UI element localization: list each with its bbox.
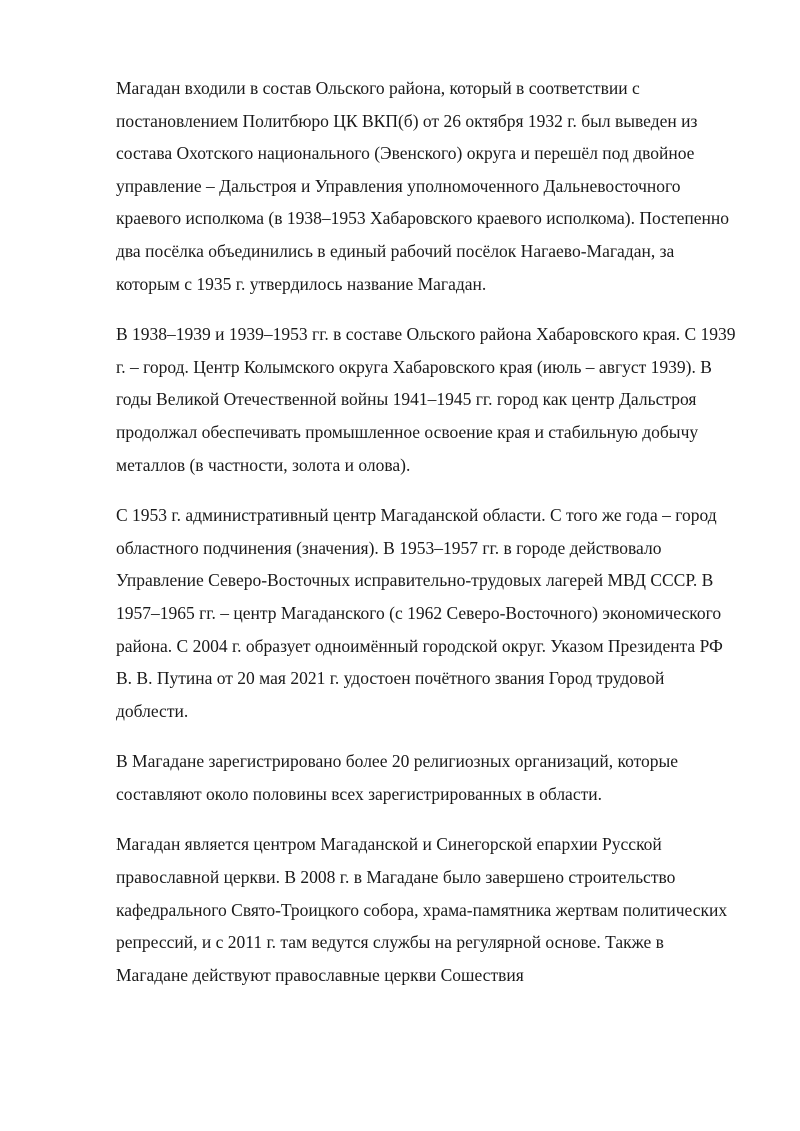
paragraph-ola-district: Магадан входили в состав Ольского района, который в соответствии с постановлением Политбюро ЦК ВКП(б) от 26 октября 1932 г. был выведен из состава Охотского национального (Эвенского) округа и перешёл под двойное управление – Дальстроя и Управления уполномоченного Дальневосточного краевого исполкома (в 1938–1953 Хабаровского краевого исполкома). Постепенно два посёлка объединились в единый рабочий посёлок Нагаево-Магадан, за которым с 1935 г. утвердилось название Магадан. xyxy=(116,78,729,294)
paragraph-1953-onward: С 1953 г. административный центр Магаданской области. С того же года – город областного подчинения (значения). В 1953–1957 гг. в городе действовало Управление Северо-Восточных исправительно-трудовых лагерей МВД СССР. В 1957–1965 гг. – центр Магаданского (с 1962 Северо-Восточного) экономического района. С 2004 г. образует одноимённый городской округ. Указом Президента РФ В. В. Путина от 20 мая 2021 г. удостоен почётного звания Город трудовой доблести. xyxy=(116,505,723,721)
paragraph-eparchy: Магадан является центром Магаданской и Синегорской епархии Русской православной церкви. В 2008 г. в Магадане было завершено строительство кафедрального Свято-Троицкого собора, храма-памятника жертвам политических репрессий, и с 2011 г. там ведутся службы на регулярной основе. Также в Магадане действуют православные церкви Сошествия xyxy=(116,834,728,985)
paragraph-religious-organizations: В Магадане зарегистрировано более 20 религиозных организаций, которые составляют около половины всех зарегистрированных в области. xyxy=(116,751,679,804)
document-page xyxy=(116,72,740,991)
paragraph-1938-1953: В 1938–1939 и 1939–1953 гг. в составе Ольского района Хабаровского края. С 1939 г. – город. Центр Колымского округа Хабаровского края (июль – август 1939). В годы Великой Отечественной войны 1941–1945 гг. город как центр Дальстроя продолжал обеспечивать промышленное освоение края и стабильную добычу металлов (в частности, золота и олова). xyxy=(116,324,736,475)
